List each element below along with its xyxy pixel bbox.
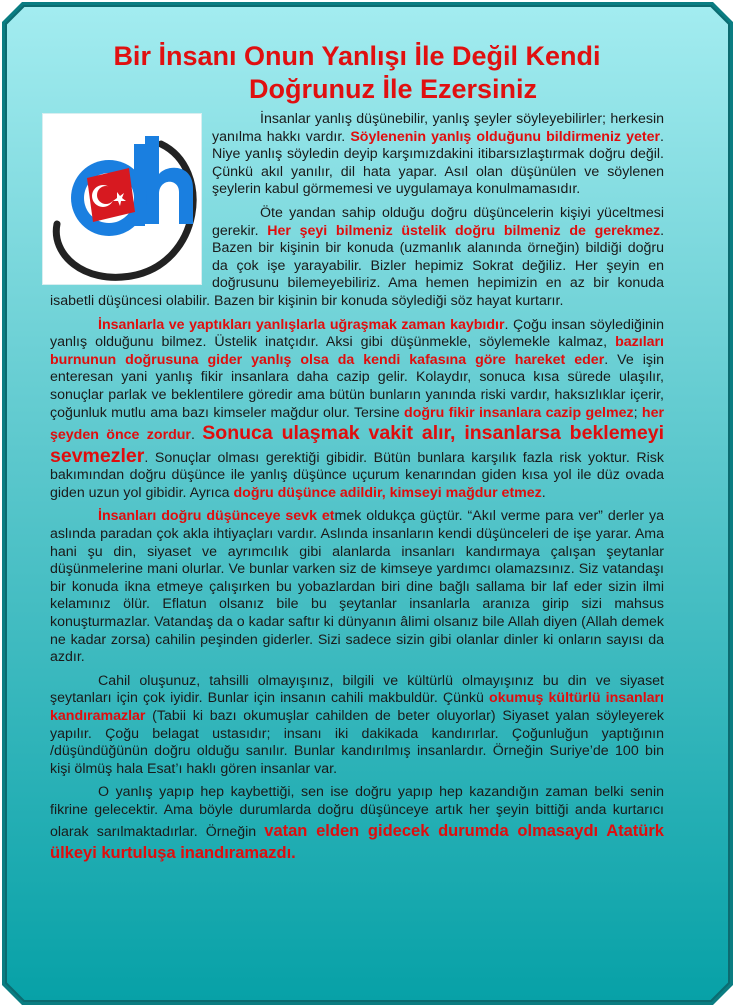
highlight-text: okumuş kültürlü insanları kandıramazlar	[50, 690, 665, 724]
title-line-2: Doğrunuz İle Ezersiniz	[248, 74, 538, 104]
text-span: .	[541, 484, 546, 501]
text-span: . Niye yanlış söyledin deyip karşımızdakini itibarsızlaştırmak doğru değil. Çünkü akıl yanılır, dil hata yapar. Asıl olan düşünülen ve söylenen şeylerin kabul görmemesi ve uygulamaya konulmamasıdır.	[212, 128, 664, 198]
paragraph-5	[50, 673, 664, 779]
highlight-text: doğru fikir insanlara cazip gelmez	[404, 404, 634, 421]
text-span: Öte yandan sahip olduğu doğru düşüncelerin kişiyi yüceltmesi gerekir.	[212, 204, 664, 239]
text-span: Cahil oluşunuz, tahsilli olmayışınız, bilgili ve kültürlü olmayışınız bu din ve siyaset şeytanları için çok iyidir. Bunlar için insanın cahili makbuldür. Çünkü	[50, 672, 664, 707]
paragraph-4	[50, 508, 664, 666]
text-span: mek oldukça güçtür. “Akıl verme para ver” derler ya aslında paradan çok akla ihtiyaçları vardır. Aslında insanların kendi düşünceleri de işe yarar. Ama hani şu din, siyaset ve ayrımcılık gibi alanlarda insanları kandırmaya çalışan şeytanlar düşünmelerine mani olurlar. Ve bunlar varken siz de kimseye yardımcı olamazsınız. Siz vatandaşı bir konuda ikna etmeye çalışırken bu yobazlardan biri dine bağlı sallama bir laf eder sizin ilmi kelamınız ölür. Eflatun olsanız bile bu şeytanlar insanlarla aranıza girip sizi mahsus konuşturmazlar. Vatandaş da o kadar saftır ki dünyanın âlimi olsanız bile Allah diyen (Allah demek ne kadar zorsa) cahilin peşinden giderler. Sizi sadece sizin gibi olanlar dinler ki onların sayısı da azdır.	[50, 508, 664, 666]
text-span: . Bazen bir kişinin bir konuda (uzmanlık alanında örneğin) bildiği doğru da çok işe yarayabilir. Bizler hepimiz Sokrat değiliz. Her şeyin en doğrusunu bilemeyebiliriz. Ama hemen hepimizin en az bir konuda isabetli düşüncesi olabilir. Bazen bir kişinin bir konuda söylediği söz hayat kurtarır.	[50, 222, 665, 309]
highlight-text: Her şeyi bilmeniz üstelik doğru bilmeniz de gerekmez	[267, 222, 661, 239]
text-span: (Tabii ki bazı okumuşlar cahilden de beter oluyorlar) Siyaset yalan söyleyerek yapılır. Çoğu belagat ustasıdır; insanı iki dakikada kandırırlar. Çoğunluğun yaptığının /düşündüğünün doğru olduğu sanılır. Bunlar kandırılmış insanlardır. Örneğin Suriye’de 100 bin kişi ölmüş hala Esat’ı haklı gören insanlar var.	[50, 708, 664, 777]
highlight-text: İnsanlarla ve yaptıkları yanlışlarla uğraşmak zaman kaybıdır	[98, 316, 505, 333]
text-span: O yanlış yapıp hep kaybettiği, sen ise doğru yapıp hep kazandığın zaman belki senin fikrine gelecektir. Ama böyle durumlarda doğru düşünceye artık her şeyin bittiği anda kurtarıcı olarak sarılmaktadırlar. Örneğin	[50, 784, 664, 840]
article	[50, 40, 664, 870]
highlight-text: bazıları burnunun doğrusuna gider yanlış olsa da kendi kafasına göre hareket eder	[50, 334, 664, 368]
text-span: . Çoğu insan söylediğinin yanlış olduğunu bilmez. Üstelik inatçıdır. Aksi gibi düşünmekle, söylemekle kalmaz,	[50, 316, 664, 351]
highlight-text: İnsanları doğru düşünceye sevk et	[98, 508, 335, 525]
text-span: .	[190, 427, 203, 444]
text-span: ;	[633, 404, 642, 421]
page-title	[50, 40, 664, 106]
highlight-text: doğru düşünce adildir, kimseyi mağdur etmez	[233, 484, 542, 501]
text-span: . Ve işin enteresan yani yanlış fikir insanlara daha cazip gelir. Kolaydır, sonuca kısa sürede ulaşılır, sonuçlar parlak ve beklentilere göredir ama bütün bunların yanında riski vardır, haksızlıklar içerir, çoğunluk mutlu ama bazı kimseler mağdur olur. Tersine	[50, 351, 665, 421]
paragraph-3	[50, 317, 664, 503]
text-span: İnsanlar yanlış düşünebilir, yanlış şeyler söyleyebilirler; herkesin yanılma hakkı vardır.	[212, 111, 664, 145]
dh-logo-icon	[42, 113, 202, 285]
highlight-text: her şeyden önce zordur	[50, 404, 664, 444]
text-span: . Sonuçlar olması gerektiği gibidir. Bütün bunlara karşılık fazla risk yoktur. Risk bakımından doğru düşünce ile yanlış düşünce uçurum kenarından giden kısa yol ile düz ovada giden uzun yol gibidir. Ayrıca	[50, 449, 664, 501]
highlight-text-large: Sonuca ulaşmak vakit alır, insanlarsa beklemeyi sevmezler	[50, 422, 664, 467]
paragraph-6	[50, 784, 664, 863]
title-line-1: Bir İnsanı Onun Yanlışı İle Değil Kendi	[113, 41, 601, 71]
highlight-text: Söylenenin yanlış olduğunu bildirmeniz yeter	[350, 128, 661, 145]
highlight-text-large: vatan elden gidecek durumda olmasaydı Atatürk ülkeyi kurtuluşa inandıramazdı.	[50, 821, 664, 862]
